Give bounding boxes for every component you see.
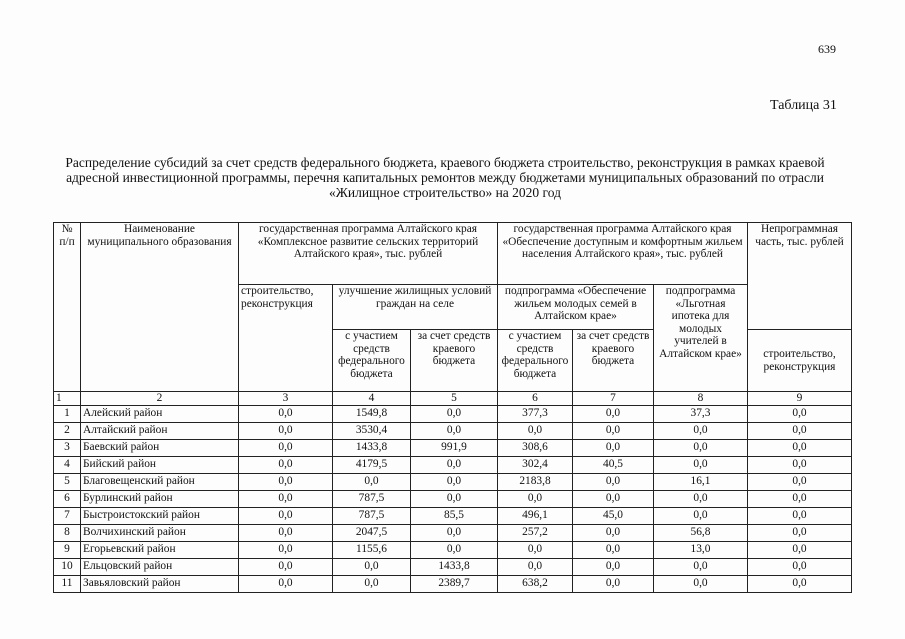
municipality-name: Быстроистокский район <box>81 507 239 524</box>
header-program-rural: государственная программа Алтайского края «Комплексное развитие сельских территорий Алтайского края», тыс. рублей <box>239 223 498 285</box>
header-federal-1: с участием средств федерального бюджета <box>333 330 411 392</box>
amount-cell: 0,0 <box>411 524 498 541</box>
row-number: 10 <box>54 558 81 575</box>
amount-cell: 0,0 <box>239 524 333 541</box>
amount-cell: 0,0 <box>748 541 852 558</box>
table-row <box>54 575 852 592</box>
amount-cell: 0,0 <box>239 507 333 524</box>
amount-cell: 0,0 <box>239 558 333 575</box>
amount-cell: 3530,4 <box>333 422 411 439</box>
amount-cell: 0,0 <box>239 439 333 456</box>
amount-cell: 0,0 <box>573 405 654 422</box>
amount-cell: 0,0 <box>239 541 333 558</box>
table-row <box>54 405 852 422</box>
amount-cell: 0,0 <box>498 541 573 558</box>
amount-cell: 0,0 <box>333 473 411 490</box>
amount-cell: 0,0 <box>748 575 852 592</box>
column-index: 2 <box>81 392 239 406</box>
header-nonprogram-construction: строительство, реконструкция <box>748 330 852 392</box>
amount-cell: 0,0 <box>498 490 573 507</box>
table-row <box>54 456 852 473</box>
amount-cell: 0,0 <box>654 507 748 524</box>
amount-cell: 40,5 <box>573 456 654 473</box>
table-body <box>54 405 852 592</box>
header-regional-2: за счет средств краевого бюджета <box>573 330 654 392</box>
row-number: 3 <box>54 439 81 456</box>
municipality-name: Бийский район <box>81 456 239 473</box>
column-index: 6 <box>498 392 573 406</box>
amount-cell: 0,0 <box>654 439 748 456</box>
amount-cell: 0,0 <box>573 473 654 490</box>
municipality-name: Бурлинский район <box>81 490 239 507</box>
amount-cell: 0,0 <box>239 490 333 507</box>
municipality-name: Алейский район <box>81 405 239 422</box>
amount-cell: 0,0 <box>239 473 333 490</box>
amount-cell: 0,0 <box>654 422 748 439</box>
amount-cell: 302,4 <box>498 456 573 473</box>
amount-cell: 787,5 <box>333 490 411 507</box>
amount-cell: 2389,7 <box>411 575 498 592</box>
amount-cell: 0,0 <box>654 558 748 575</box>
amount-cell: 0,0 <box>573 541 654 558</box>
page-number: 639 <box>818 42 836 56</box>
amount-cell: 0,0 <box>654 490 748 507</box>
amount-cell: 16,1 <box>654 473 748 490</box>
table-row <box>54 558 852 575</box>
header-rural-construction: строительство, реконструкция <box>239 285 333 392</box>
column-index: 5 <box>411 392 498 406</box>
amount-cell: 85,5 <box>411 507 498 524</box>
amount-cell: 308,6 <box>498 439 573 456</box>
amount-cell: 0,0 <box>748 524 852 541</box>
header-name: Наименование муниципального образования <box>81 223 239 392</box>
amount-cell: 0,0 <box>498 558 573 575</box>
table-row <box>54 541 852 558</box>
amount-cell: 0,0 <box>411 422 498 439</box>
row-number: 2 <box>54 422 81 439</box>
amount-cell: 1155,6 <box>333 541 411 558</box>
document-title: Распределение субсидий за счет средств федерального бюджета, краевого бюджета строительство, реконструкция в рамках краевой адресной инвестиционной программы, перечня капитальных ремонтов между бюджетами муниципальных образований по отрасли «Жилищное строительство» на 2020 год <box>65 155 825 200</box>
header-program-housing: государственная программа Алтайского края «Обеспечение доступным и комфортным жильем населения Алтайского края», тыс. рублей <box>498 223 748 285</box>
row-number: 1 <box>54 405 81 422</box>
amount-cell: 2047,5 <box>333 524 411 541</box>
row-number: 5 <box>54 473 81 490</box>
table-row <box>54 524 852 541</box>
header-no: № п/п <box>54 223 81 392</box>
amount-cell: 0,0 <box>333 575 411 592</box>
column-index: 4 <box>333 392 411 406</box>
amount-cell: 0,0 <box>573 558 654 575</box>
amount-cell: 0,0 <box>748 507 852 524</box>
table-row <box>54 439 852 456</box>
column-index: 9 <box>748 392 852 406</box>
amount-cell: 0,0 <box>654 456 748 473</box>
amount-cell: 991,9 <box>411 439 498 456</box>
municipality-name: Алтайский район <box>81 422 239 439</box>
amount-cell: 0,0 <box>654 575 748 592</box>
amount-cell: 0,0 <box>748 473 852 490</box>
header-subprogram-young-families: подпрограмма «Обеспечение жильем молодых семей в Алтайском крае» <box>498 285 654 330</box>
amount-cell: 0,0 <box>239 575 333 592</box>
municipality-name: Ельцовский район <box>81 558 239 575</box>
column-index: 8 <box>654 392 748 406</box>
amount-cell: 1433,8 <box>411 558 498 575</box>
header-regional-1: за счет средств краевого бюджета <box>411 330 498 392</box>
amount-cell: 0,0 <box>748 405 852 422</box>
amount-cell: 56,8 <box>654 524 748 541</box>
amount-cell: 0,0 <box>573 575 654 592</box>
amount-cell: 4179,5 <box>333 456 411 473</box>
amount-cell: 45,0 <box>573 507 654 524</box>
table-row <box>54 422 852 439</box>
table-row <box>54 507 852 524</box>
amount-cell: 1433,8 <box>333 439 411 456</box>
amount-cell: 0,0 <box>411 405 498 422</box>
amount-cell: 1549,8 <box>333 405 411 422</box>
amount-cell: 0,0 <box>748 439 852 456</box>
municipality-name: Баевский район <box>81 439 239 456</box>
row-number: 7 <box>54 507 81 524</box>
row-number: 9 <box>54 541 81 558</box>
amount-cell: 37,3 <box>654 405 748 422</box>
row-number: 11 <box>54 575 81 592</box>
amount-cell: 0,0 <box>239 405 333 422</box>
amount-cell: 0,0 <box>411 541 498 558</box>
municipality-name: Волчихинский район <box>81 524 239 541</box>
table-row <box>54 473 852 490</box>
amount-cell: 0,0 <box>411 456 498 473</box>
amount-cell: 13,0 <box>654 541 748 558</box>
amount-cell: 0,0 <box>573 524 654 541</box>
amount-cell: 0,0 <box>748 422 852 439</box>
amount-cell: 257,2 <box>498 524 573 541</box>
header-rural-improvement: улучшение жилищных условий граждан на селе <box>333 285 498 330</box>
amount-cell: 0,0 <box>748 558 852 575</box>
amount-cell: 0,0 <box>498 422 573 439</box>
table-caption: Таблица 31 <box>770 98 837 113</box>
column-index: 7 <box>573 392 654 406</box>
municipality-name: Егорьевский район <box>81 541 239 558</box>
subsidy-table <box>53 222 852 593</box>
header-federal-2: с участием средств федерального бюджета <box>498 330 573 392</box>
header-subprogram-teachers: подпрограмма «Льготная ипотека для молодых учителей в Алтайском крае» <box>654 285 748 392</box>
row-number: 6 <box>54 490 81 507</box>
amount-cell: 377,3 <box>498 405 573 422</box>
amount-cell: 496,1 <box>498 507 573 524</box>
amount-cell: 0,0 <box>411 490 498 507</box>
table-row <box>54 490 852 507</box>
amount-cell: 638,2 <box>498 575 573 592</box>
amount-cell: 0,0 <box>239 456 333 473</box>
municipality-name: Благовещенский район <box>81 473 239 490</box>
amount-cell: 0,0 <box>573 490 654 507</box>
amount-cell: 0,0 <box>239 422 333 439</box>
amount-cell: 2183,8 <box>498 473 573 490</box>
row-number: 8 <box>54 524 81 541</box>
column-index: 1 <box>54 392 81 406</box>
amount-cell: 0,0 <box>333 558 411 575</box>
amount-cell: 787,5 <box>333 507 411 524</box>
amount-cell: 0,0 <box>411 473 498 490</box>
amount-cell: 0,0 <box>573 422 654 439</box>
row-number: 4 <box>54 456 81 473</box>
amount-cell: 0,0 <box>748 456 852 473</box>
header-nonprogram: Непрограммная часть, тыс. рублей <box>748 223 852 330</box>
amount-cell: 0,0 <box>748 490 852 507</box>
municipality-name: Завьяловский район <box>81 575 239 592</box>
column-index: 3 <box>239 392 333 406</box>
amount-cell: 0,0 <box>573 439 654 456</box>
